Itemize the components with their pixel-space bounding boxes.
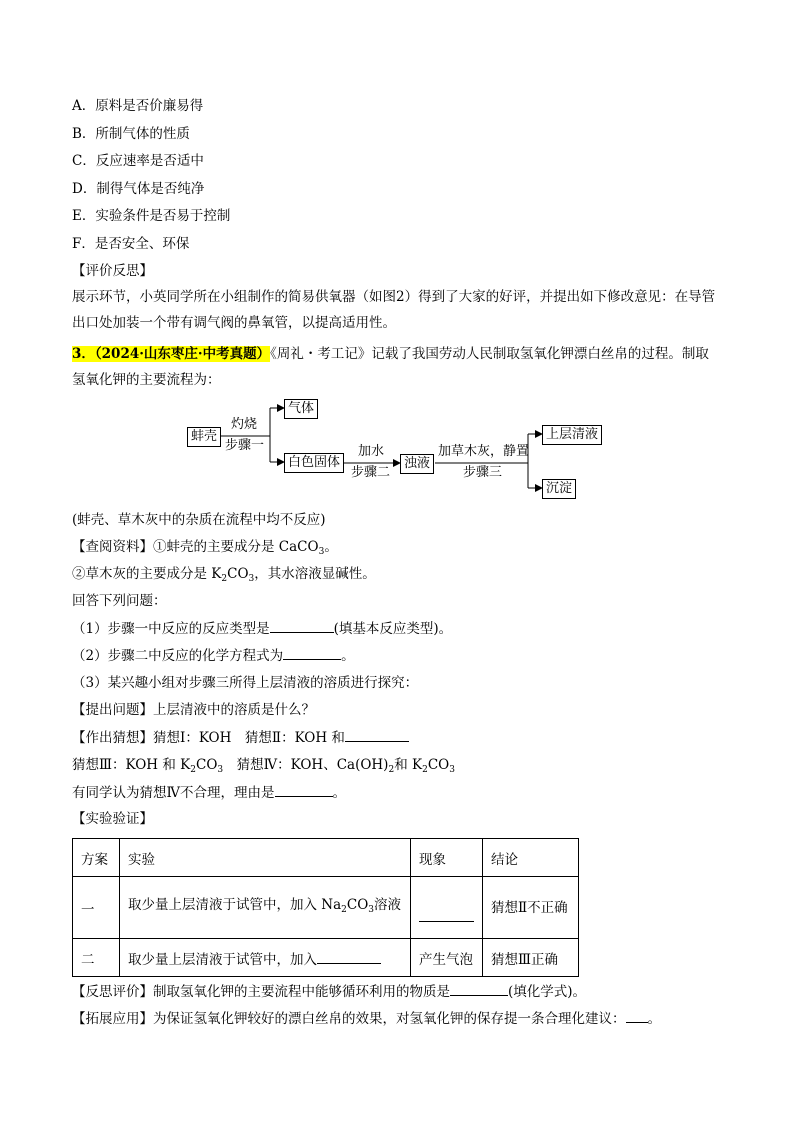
ask-question: 【提出问题】上层清液中的溶质是什么？ [72,702,315,718]
q3-intro-text: 《周礼・考工记》记载了我国劳动人民制取氢氧化钾漂白丝帛的过程。制取 [270,346,709,362]
flow-node-upper-liquid: 上层清液 [542,425,602,445]
table-cell-phenomenon [411,877,483,939]
option-b: B．所制气体的性质 [72,126,190,142]
experiment-table [72,838,579,977]
answer-blank-2[interactable] [283,645,341,660]
exp-sub1: 2 [341,905,347,915]
flow-node-solid: 白色固体 [284,453,344,473]
guess-3-text: 猜想Ⅲ：KOH 和 K [72,757,191,773]
table-header: 现象 [411,839,483,877]
flow-node-gas: 气体 [284,399,318,419]
exp-end: 溶液 [374,897,402,913]
flow-step3-label: 步骤三 [463,465,503,480]
evaluation-text: 【反思评价】制取氢氧化钾的主要流程中能够循环利用的物质是 [72,984,450,1000]
flow-step2-label: 步骤二 [351,465,391,480]
question-1 [72,618,452,639]
flow-node-precipitate: 沉淀 [542,479,576,499]
table-header: 结论 [483,839,579,877]
info-1 [72,537,338,562]
info-1-sub: 3 [318,547,325,557]
info-1-end: 。 [324,539,338,555]
reflection-heading: 【评价反思】 [72,263,153,279]
answer-blank-1[interactable] [270,618,334,633]
flow-node-shell: 蚌壳 [187,427,221,447]
table-cell-phenomenon: 产生气泡 [411,939,483,977]
answer-blank-phenomenon[interactable] [419,907,474,922]
option-e: E．实验条件是否易于控制 [72,208,231,224]
q3-intro [72,344,709,364]
table-row [73,877,579,939]
exp-sub2: 3 [368,905,375,915]
guess-3-formula: CO [196,757,218,773]
table-cell-experiment [120,877,411,939]
guess-1-text: 【作出猜想】猜想Ⅰ：KOH 猜想Ⅱ：KOH 和 [72,730,345,746]
info-2-sub2: 3 [248,574,255,584]
question-1-hint: (填基本反应类型)。 [333,621,453,637]
exp-2-text: 取少量上层清液于试管中，加入 [128,951,317,968]
table-cell-plan: 一 [73,877,120,939]
q3-number: 3． [72,346,95,362]
q3-source: （2024·山东枣庄·中考真题） [94,346,271,362]
option-d: D．制得气体是否纯净 [72,181,205,197]
question-1-text: （1）步骤一中反应的反应类型是 [72,621,270,637]
exp-text: 取少量上层清液于试管中，加入 Na [128,897,342,913]
table-header: 实验 [120,839,411,877]
table-header-row [73,839,579,877]
table-cell-conclusion: 猜想Ⅲ正确 [483,939,579,977]
guess-iv-end: 。 [332,785,346,801]
info-2 [72,564,376,589]
answer-blank-evaluation[interactable] [450,981,508,996]
guess-4-sub3: 3 [449,765,455,775]
answer-blank-guess[interactable] [345,727,409,742]
application-text: 【拓展应用】为保证氢氧化钾较好的漂白丝帛的效果，对氢氧化钾的保存提一条合理化建议： [72,1011,626,1027]
option-f: F．是否安全、环保 [72,236,190,252]
answer-blank-reason[interactable] [275,782,333,797]
flow-node-turbid: 浊液 [400,454,434,474]
guess-4-sub2: 2 [422,765,428,775]
guess-4-text: 猜想Ⅳ：KOH、Ca(OH) [223,757,389,773]
guess-line-1 [72,727,409,748]
info-2-end: ，其水溶液显碱性。 [254,566,376,582]
process-flowchart [180,396,620,506]
flow-step1-action: 灼烧 [231,417,258,432]
option-a: A．原料是否价廉易得 [72,98,204,114]
answer-prompt: 回答下列问题： [72,593,167,609]
question-2-text: （2）步骤二中反应的化学方程式为 [72,648,284,664]
info-heading: 【查阅资料】 [72,539,153,555]
verify-heading: 【实验验证】 [72,811,153,827]
info-2-text: ②草木灰的主要成分是 K [72,566,222,582]
guess-iv-text: 有同学认为猜想Ⅳ不合理，理由是 [72,785,275,801]
guess-4-sub1: 2 [388,765,395,775]
guess-iv-reason [72,782,346,803]
table-cell-experiment [120,939,411,977]
guess-line-2 [72,755,455,780]
answer-blank-reagent[interactable] [317,949,381,964]
table-cell-plan: 二 [73,939,120,977]
question-2-end: 。 [341,648,355,664]
info-2-formula: CO [227,566,249,582]
answer-blank-application[interactable] [626,1008,648,1023]
option-c: C．反应速率是否适中 [72,153,204,169]
info-2-sub1: 2 [221,574,228,584]
exp-formula: CO [346,897,369,913]
impurity-note: (蚌壳、草木灰中的杂质在流程中均不反应) [72,512,326,528]
evaluation-hint: (填化学式)。 [508,984,587,1000]
application-line [72,1008,661,1029]
q3-intro-cont: 氢氧化钾的主要流程为： [72,372,221,388]
flow-step3-action: 加草木灰，静置 [438,444,530,459]
evaluation-line [72,981,586,1002]
guess-4-and: 和 K [394,757,423,773]
reflection-body: 展示环节，小英同学所在小组制作的简易供氧器（如图2）得到了大家的好评，并提出如下修改意见：在导管出口处加装一个带有调气阀的鼻氧管，以提高适用性。 [72,289,716,331]
info-1-text: ①蚌壳的主要成分是 CaCO [153,539,319,555]
question-3: （3）某兴趣小组对步骤三所得上层清液的溶质进行探究： [72,675,419,691]
table-row [73,939,579,977]
table-header: 方案 [73,839,120,877]
question-2 [72,645,355,666]
flow-step2-action: 加水 [358,444,385,459]
flow-step1-label: 步骤一 [225,438,265,453]
guess-3-sub2: 3 [217,765,224,775]
guess-4-formula: CO [427,757,450,773]
table-cell-conclusion: 猜想Ⅱ不正确 [483,877,579,939]
application-end: 。 [647,1011,661,1027]
guess-3-sub1: 2 [190,765,196,775]
